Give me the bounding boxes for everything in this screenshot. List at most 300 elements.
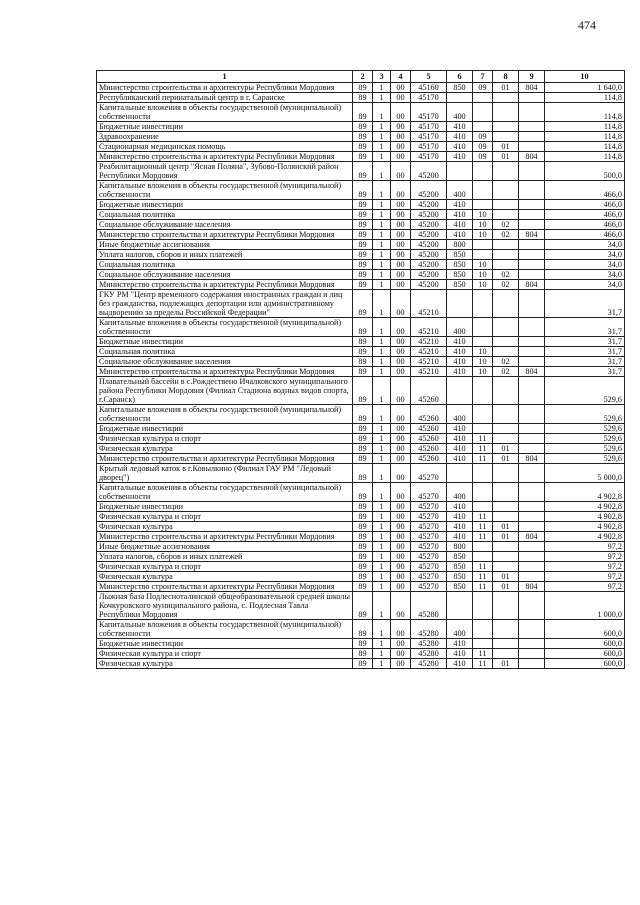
table-cell: 89: [353, 230, 373, 240]
table-cell: 800: [447, 240, 473, 250]
table-cell: 09: [473, 142, 493, 152]
table-cell: 00: [391, 103, 411, 122]
table-row: [97, 357, 625, 367]
table-cell: 45210: [411, 367, 447, 377]
column-header: 5: [411, 71, 447, 83]
row-label-cell: Физическая культура: [97, 522, 353, 532]
table-cell: 1: [373, 93, 391, 103]
table-cell: 00: [391, 639, 411, 649]
table-cell: 114,8: [545, 103, 625, 122]
table-cell: 89: [353, 522, 373, 532]
table-cell: [519, 649, 545, 659]
table-cell: 45260: [411, 434, 447, 444]
table-cell: [519, 93, 545, 103]
table-cell: [519, 357, 545, 367]
table-cell: 89: [353, 620, 373, 639]
table-row: [97, 502, 625, 512]
table-cell: 31,7: [545, 290, 625, 318]
table-cell: 410: [447, 522, 473, 532]
column-header: 9: [519, 71, 545, 83]
row-label-cell: Физическая культура: [97, 572, 353, 582]
table-cell: 89: [353, 572, 373, 582]
table-cell: 00: [391, 162, 411, 181]
table-row: [97, 162, 625, 181]
table-cell: 00: [391, 542, 411, 552]
table-cell: 11: [473, 582, 493, 592]
table-cell: 410: [447, 367, 473, 377]
table-cell: 01: [493, 659, 519, 669]
table-cell: [473, 542, 493, 552]
table-cell: 1: [373, 357, 391, 367]
table-cell: [473, 377, 493, 405]
table-cell: 1: [373, 444, 391, 454]
table-cell: 1: [373, 162, 391, 181]
table-cell: 89: [353, 424, 373, 434]
table-cell: 11: [473, 444, 493, 454]
table-cell: 45200: [411, 210, 447, 220]
table-cell: 45280: [411, 659, 447, 669]
table-cell: [493, 562, 519, 572]
table-cell: 89: [353, 405, 373, 424]
row-label-cell: Уплата налогов, сборов и иных платежей: [97, 552, 353, 562]
table-cell: 89: [353, 367, 373, 377]
table-cell: 410: [447, 502, 473, 512]
table-cell: [473, 502, 493, 512]
table-cell: [519, 162, 545, 181]
table-row: [97, 122, 625, 132]
table-cell: 89: [353, 649, 373, 659]
column-header: 3: [373, 71, 391, 83]
row-label-cell: Социальное обслуживание населения: [97, 357, 353, 367]
row-label-cell: Здравоохранение: [97, 132, 353, 142]
table-cell: 89: [353, 444, 373, 454]
table-cell: 10: [473, 347, 493, 357]
page-number: 474: [578, 18, 596, 32]
table-cell: 00: [391, 181, 411, 200]
table-cell: [519, 483, 545, 502]
table-cell: 1: [373, 200, 391, 210]
table-row: [97, 240, 625, 250]
table-cell: 89: [353, 83, 373, 93]
table-cell: 600,0: [545, 639, 625, 649]
table-cell: 410: [447, 444, 473, 454]
table-row: [97, 464, 625, 483]
table-cell: [519, 290, 545, 318]
table-cell: [493, 337, 519, 347]
table-cell: 89: [353, 280, 373, 290]
table-cell: [519, 444, 545, 454]
table-cell: 02: [493, 367, 519, 377]
table-cell: 400: [447, 181, 473, 200]
table-cell: 1: [373, 424, 391, 434]
table-cell: 10: [473, 210, 493, 220]
table-cell: 11: [473, 512, 493, 522]
table-cell: 1: [373, 464, 391, 483]
table-cell: 00: [391, 220, 411, 230]
table-cell: [447, 377, 473, 405]
table-cell: 89: [353, 318, 373, 337]
table-row: [97, 582, 625, 592]
table-cell: 89: [353, 502, 373, 512]
table-cell: 31,7: [545, 337, 625, 347]
table-cell: 45270: [411, 572, 447, 582]
table-cell: [473, 464, 493, 483]
table-cell: 89: [353, 210, 373, 220]
table-row: [97, 659, 625, 669]
column-header: 6: [447, 71, 473, 83]
table-cell: 1: [373, 532, 391, 542]
table-cell: [493, 542, 519, 552]
table-row: [97, 405, 625, 424]
table-cell: 89: [353, 347, 373, 357]
table-cell: [519, 512, 545, 522]
table-cell: 1: [373, 230, 391, 240]
table-cell: [519, 103, 545, 122]
table-cell: 89: [353, 582, 373, 592]
table-cell: 00: [391, 572, 411, 582]
table-cell: 410: [447, 142, 473, 152]
table-cell: [519, 181, 545, 200]
table-cell: 1: [373, 367, 391, 377]
table-cell: 00: [391, 83, 411, 93]
table-cell: 00: [391, 280, 411, 290]
table-row: [97, 639, 625, 649]
table-cell: [493, 162, 519, 181]
table-cell: [473, 290, 493, 318]
table-cell: 4 902,8: [545, 502, 625, 512]
table-cell: [493, 240, 519, 250]
table-cell: 45270: [411, 512, 447, 522]
table-cell: 45200: [411, 240, 447, 250]
table-cell: 45270: [411, 542, 447, 552]
table-cell: 02: [493, 280, 519, 290]
row-label-cell: Социальная политика: [97, 210, 353, 220]
table-row: [97, 542, 625, 552]
table-cell: 10: [473, 357, 493, 367]
table-cell: 00: [391, 552, 411, 562]
table-cell: 804: [519, 152, 545, 162]
table-cell: [447, 592, 473, 620]
table-cell: 45280: [411, 592, 447, 620]
table-cell: [493, 250, 519, 260]
table-cell: 00: [391, 620, 411, 639]
table-cell: 00: [391, 337, 411, 347]
table-cell: 10: [473, 280, 493, 290]
table-cell: [493, 592, 519, 620]
table-cell: [519, 250, 545, 260]
table-cell: 00: [391, 347, 411, 357]
table-cell: 89: [353, 122, 373, 132]
table-cell: [493, 347, 519, 357]
table-cell: 89: [353, 592, 373, 620]
table-row: [97, 290, 625, 318]
table-cell: 410: [447, 639, 473, 649]
table-cell: 45270: [411, 552, 447, 562]
table-cell: 500,0: [545, 162, 625, 181]
table-cell: 114,8: [545, 93, 625, 103]
row-label-cell: Бюджетные инвестиции: [97, 337, 353, 347]
table-cell: 529,6: [545, 454, 625, 464]
table-cell: 800: [447, 542, 473, 552]
table-cell: 10: [473, 220, 493, 230]
table-cell: [519, 592, 545, 620]
table-cell: 00: [391, 318, 411, 337]
table-cell: 00: [391, 377, 411, 405]
table-cell: 00: [391, 230, 411, 240]
table-row: [97, 592, 625, 620]
table-cell: 45270: [411, 483, 447, 502]
table-row: [97, 649, 625, 659]
table-cell: 1: [373, 454, 391, 464]
table-cell: 45280: [411, 620, 447, 639]
table-cell: 410: [447, 132, 473, 142]
table-row: [97, 142, 625, 152]
column-header: 10: [545, 71, 625, 83]
table-cell: 45260: [411, 424, 447, 434]
table-cell: [493, 552, 519, 562]
table-row: [97, 280, 625, 290]
table-cell: 89: [353, 181, 373, 200]
table-cell: 00: [391, 122, 411, 132]
table-row: [97, 132, 625, 142]
table-cell: 01: [493, 532, 519, 542]
table-cell: 89: [353, 260, 373, 270]
row-label-cell: Крытый ледовый каток в г.Ковылкино (Филиал ГАУ РМ "Ледовый дворец"): [97, 464, 353, 483]
table-cell: [493, 512, 519, 522]
row-label-cell: Иные бюджетные ассигнования: [97, 542, 353, 552]
table-cell: 00: [391, 649, 411, 659]
table-row: [97, 210, 625, 220]
table-cell: [519, 434, 545, 444]
table-cell: 850: [447, 260, 473, 270]
table-cell: 1: [373, 103, 391, 122]
table-cell: 11: [473, 659, 493, 669]
table-cell: 850: [447, 270, 473, 280]
table-cell: 10: [473, 230, 493, 240]
table-cell: 1: [373, 620, 391, 639]
table-cell: 1: [373, 522, 391, 532]
table-cell: 31,7: [545, 347, 625, 357]
table-cell: 89: [353, 132, 373, 142]
table-cell: 410: [447, 152, 473, 162]
table-cell: 00: [391, 592, 411, 620]
table-cell: 89: [353, 532, 373, 542]
table-cell: 1: [373, 659, 391, 669]
table-cell: 466,0: [545, 181, 625, 200]
table-cell: [493, 483, 519, 502]
row-label-cell: Физическая культура и спорт: [97, 512, 353, 522]
table-cell: [473, 405, 493, 424]
row-label-cell: Лыжная база Подлесноталинской общеобразовательной средней школы Кочкуровского муниципального района, с. Подлесная Тавла Республики Мордовия: [97, 592, 353, 620]
table-cell: 00: [391, 424, 411, 434]
table-cell: 89: [353, 659, 373, 669]
table-cell: [493, 620, 519, 639]
table-cell: [473, 552, 493, 562]
table-cell: 804: [519, 83, 545, 93]
row-label-cell: Физическая культура и спорт: [97, 562, 353, 572]
table-cell: 45200: [411, 220, 447, 230]
table-cell: 45170: [411, 103, 447, 122]
table-cell: [519, 620, 545, 639]
table-cell: [473, 318, 493, 337]
table-cell: 00: [391, 502, 411, 512]
table-cell: 01: [493, 152, 519, 162]
table-cell: 34,0: [545, 260, 625, 270]
table-cell: 45170: [411, 122, 447, 132]
table-cell: 850: [447, 280, 473, 290]
table-cell: 00: [391, 483, 411, 502]
table-cell: 89: [353, 162, 373, 181]
table-cell: 804: [519, 280, 545, 290]
table-cell: [519, 240, 545, 250]
table-cell: [519, 132, 545, 142]
table-cell: 45200: [411, 280, 447, 290]
table-cell: 01: [493, 582, 519, 592]
table-cell: [519, 552, 545, 562]
table-cell: [493, 260, 519, 270]
table-cell: 89: [353, 152, 373, 162]
table-cell: [473, 424, 493, 434]
table-cell: 1: [373, 83, 391, 93]
row-label-cell: Министерство строительства и архитектуры Республики Мордовия: [97, 230, 353, 240]
table-cell: 00: [391, 367, 411, 377]
table-cell: 1: [373, 260, 391, 270]
row-label-cell: Капитальные вложения в объекты государственной (муниципальной) собственности: [97, 620, 353, 639]
table-row: [97, 250, 625, 260]
table-cell: 89: [353, 337, 373, 347]
table-cell: 00: [391, 532, 411, 542]
row-label-cell: Бюджетные инвестиции: [97, 502, 353, 512]
table-row: [97, 181, 625, 200]
table-row: [97, 434, 625, 444]
table-cell: 00: [391, 200, 411, 210]
table-cell: 11: [473, 649, 493, 659]
table-cell: 45270: [411, 532, 447, 542]
table-cell: [473, 122, 493, 132]
table-cell: 4 902,8: [545, 483, 625, 502]
table-cell: 00: [391, 250, 411, 260]
table-cell: 804: [519, 582, 545, 592]
table-cell: 45210: [411, 318, 447, 337]
table-row: [97, 220, 625, 230]
row-label-cell: Республиканский перинатальный центр в г. Саранске: [97, 93, 353, 103]
table-cell: 89: [353, 290, 373, 318]
table-cell: 89: [353, 434, 373, 444]
row-label-cell: Министерство строительства и архитектуры Республики Мордовия: [97, 532, 353, 542]
row-label-cell: ГКУ РМ "Центр временного содержания иностранных граждан и лиц без гражданства, подлежащих депортации или административному выдворению за пределы Российской Федерации": [97, 290, 353, 318]
table-cell: [493, 502, 519, 512]
row-label-cell: Министерство строительства и архитектуры Республики Мордовия: [97, 83, 353, 93]
table-cell: 45210: [411, 357, 447, 367]
table-cell: 114,8: [545, 142, 625, 152]
table-cell: 11: [473, 532, 493, 542]
table-cell: 5 000,0: [545, 464, 625, 483]
table-row: [97, 424, 625, 434]
table-cell: 850: [447, 250, 473, 260]
table-row: [97, 620, 625, 639]
table-cell: 45200: [411, 200, 447, 210]
table-cell: 1: [373, 512, 391, 522]
table-cell: 89: [353, 552, 373, 562]
table-cell: [519, 405, 545, 424]
table-cell: 1: [373, 290, 391, 318]
column-header: 7: [473, 71, 493, 83]
row-label-cell: Иные бюджетные ассигнования: [97, 240, 353, 250]
table-cell: [519, 377, 545, 405]
table-cell: [493, 122, 519, 132]
table-row: [97, 444, 625, 454]
table-cell: [493, 103, 519, 122]
table-cell: 410: [447, 434, 473, 444]
table-cell: 114,8: [545, 152, 625, 162]
table-cell: [519, 210, 545, 220]
table-cell: 1: [373, 318, 391, 337]
row-label-cell: Министерство строительства и архитектуры Республики Мордовия: [97, 367, 353, 377]
table-cell: 00: [391, 444, 411, 454]
table-cell: 1 640,0: [545, 83, 625, 93]
table-cell: [519, 318, 545, 337]
table-cell: 529,6: [545, 434, 625, 444]
table-cell: 89: [353, 562, 373, 572]
table-cell: 410: [447, 230, 473, 240]
table-cell: [447, 464, 473, 483]
table-cell: [519, 337, 545, 347]
table-cell: 410: [447, 649, 473, 659]
table-cell: 600,0: [545, 659, 625, 669]
table-cell: 11: [473, 434, 493, 444]
table-cell: 410: [447, 220, 473, 230]
table-cell: 850: [447, 552, 473, 562]
table-cell: 45170: [411, 132, 447, 142]
table-cell: 1: [373, 502, 391, 512]
table-cell: 1: [373, 572, 391, 582]
table-cell: 410: [447, 210, 473, 220]
table-cell: 45170: [411, 142, 447, 152]
column-header: 4: [391, 71, 411, 83]
table-row: [97, 562, 625, 572]
table-cell: 1: [373, 347, 391, 357]
table-cell: 410: [447, 659, 473, 669]
table-cell: 410: [447, 337, 473, 347]
table-cell: 89: [353, 377, 373, 405]
row-label-cell: Социальная политика: [97, 347, 353, 357]
table-cell: 1: [373, 405, 391, 424]
table-cell: 00: [391, 434, 411, 444]
table-cell: 804: [519, 532, 545, 542]
table-cell: 89: [353, 464, 373, 483]
table-cell: [473, 250, 493, 260]
table-row: [97, 377, 625, 405]
table-cell: 400: [447, 620, 473, 639]
table-cell: 1: [373, 142, 391, 152]
table-cell: 34,0: [545, 270, 625, 280]
row-label-cell: Капитальные вложения в объекты государственной (муниципальной) собственности: [97, 103, 353, 122]
row-label-cell: Капитальные вложения в объекты государственной (муниципальной) собственности: [97, 405, 353, 424]
table-cell: 1 000,0: [545, 592, 625, 620]
table-cell: [473, 639, 493, 649]
table-cell: 529,6: [545, 444, 625, 454]
table-cell: 00: [391, 357, 411, 367]
table-cell: 410: [447, 357, 473, 367]
table-cell: 1: [373, 434, 391, 444]
table-row: [97, 103, 625, 122]
row-label-cell: Физическая культура: [97, 444, 353, 454]
table-cell: 804: [519, 454, 545, 464]
table-cell: 00: [391, 582, 411, 592]
row-label-cell: Министерство строительства и архитектуры Республики Мордовия: [97, 280, 353, 290]
table-cell: 31,7: [545, 357, 625, 367]
table-cell: [493, 377, 519, 405]
